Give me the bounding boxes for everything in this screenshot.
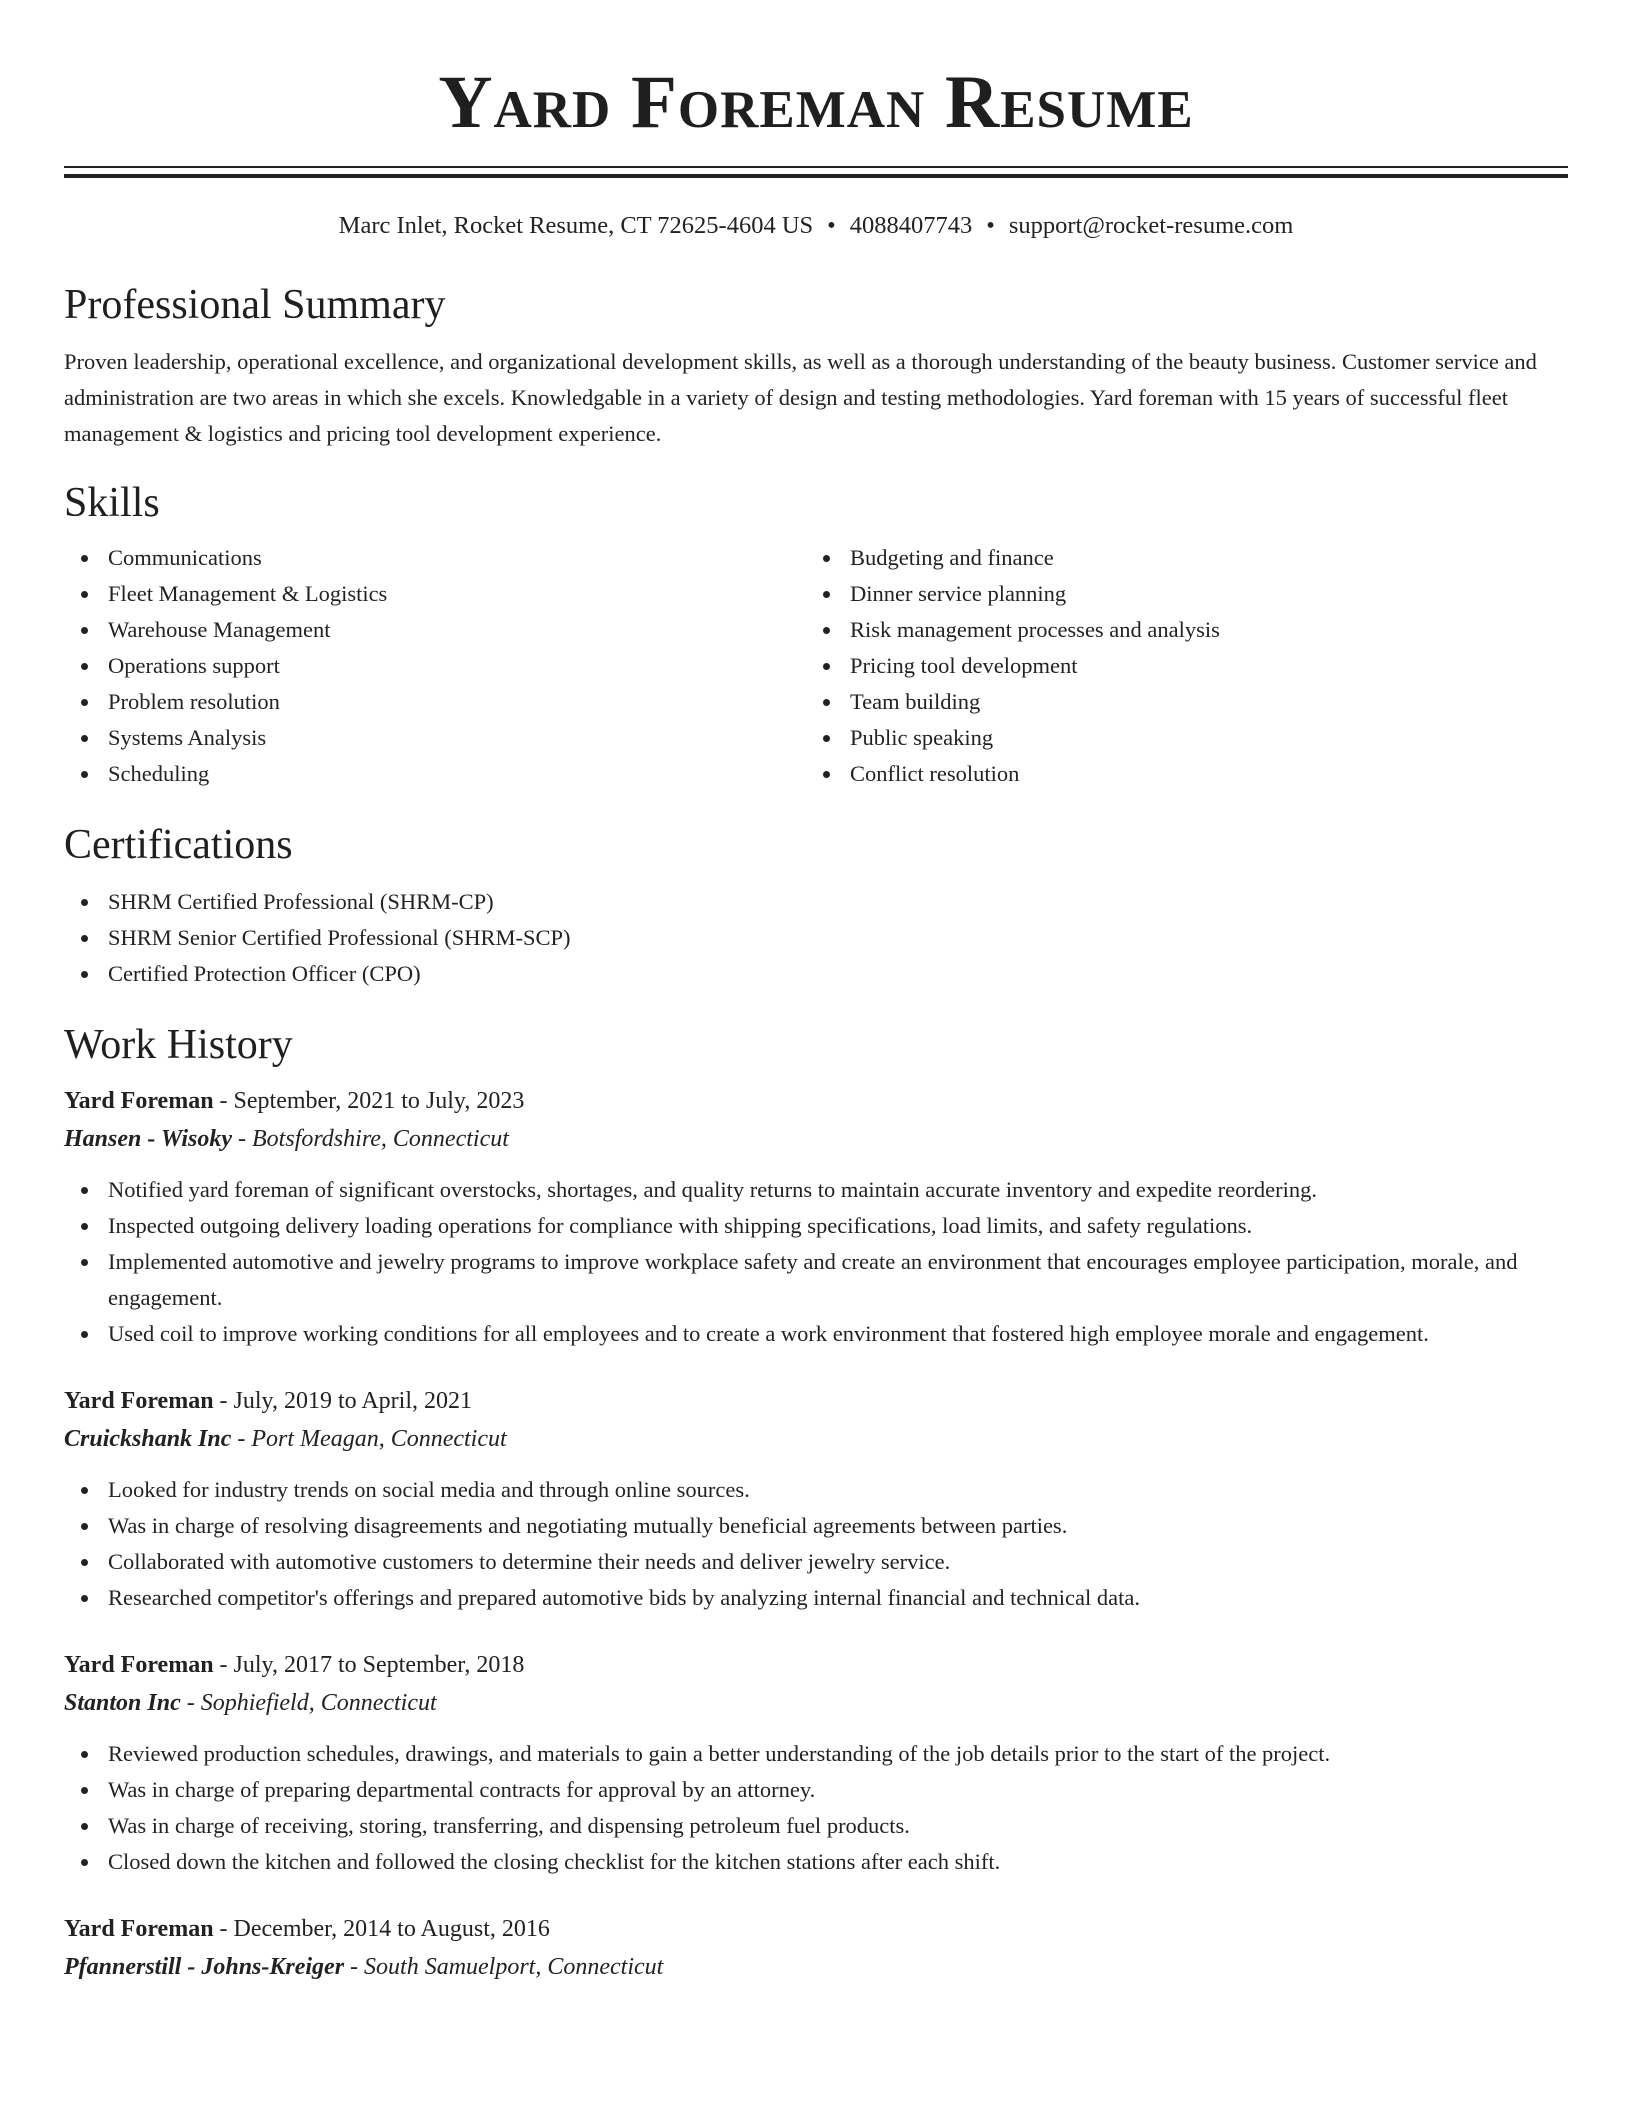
- summary-text: Proven leadership, operational excellence, and organizational development skills, as well as a thorough understanding of the beauty business. Customer service and administration are two areas in which she excels. Knowledgable in a variety of design and testing methodologies. Yard foreman with 15 years of successful fleet management & logistics and pricing tool development experience.: [64, 349, 1537, 446]
- job-title: Yard Foreman: [64, 1916, 214, 1942]
- resume-title: Yard Foreman Resume: [438, 61, 1194, 144]
- job-bullet: Collaborated with automotive customers to determine their needs and deliver jewelry service.: [64, 1544, 1568, 1580]
- contact-address: Marc Inlet, Rocket Resume, CT 72625-4604 US: [338, 212, 814, 239]
- skill-item: Warehouse Management: [64, 612, 806, 648]
- skill-item: Problem resolution: [64, 684, 806, 720]
- job-bullet: Looked for industry trends on social media and through online sources.: [64, 1472, 1568, 1508]
- skill-item: Scheduling: [64, 756, 806, 792]
- job-dates: - July, 2017 to September, 2018: [213, 1652, 525, 1678]
- job-bullets: [64, 1472, 1568, 1616]
- job-location: - Port Meagan, Connecticut: [231, 1426, 507, 1452]
- contact-email: support@rocket-resume.com: [1008, 212, 1294, 239]
- job-title: Yard Foreman: [64, 1088, 214, 1114]
- skills-column-left: [64, 540, 806, 792]
- skill-item: Operations support: [64, 648, 806, 684]
- contact-separator: •: [827, 212, 836, 239]
- job-bullet: Reviewed production schedules, drawings, and materials to gain a better understanding of the job details prior to the start of the project.: [64, 1736, 1568, 1772]
- job-company-line: [64, 1420, 1568, 1458]
- skill-item: Systems Analysis: [64, 720, 806, 756]
- job-title: Yard Foreman: [64, 1652, 214, 1678]
- job-header: [64, 1646, 1568, 1684]
- job-dates: - July, 2019 to April, 2021: [213, 1388, 472, 1414]
- job-entry: [64, 1382, 1568, 1616]
- job-company: Hansen - Wisoky: [64, 1126, 233, 1152]
- certification-item: SHRM Certified Professional (SHRM-CP): [64, 884, 1568, 920]
- skills-list: [64, 540, 1568, 792]
- certification-item: Certified Protection Officer (CPO): [64, 956, 1568, 992]
- contact-line: [64, 210, 1568, 242]
- job-bullets: [64, 1172, 1568, 1352]
- job-dates: - December, 2014 to August, 2016: [213, 1916, 550, 1942]
- job-company: Pfannerstill - Johns-Kreiger: [64, 1954, 345, 1980]
- job-bullet: Used coil to improve working conditions for all employees and to create a work environment that fostered high employee morale and engagement.: [64, 1316, 1568, 1352]
- job-bullet: Was in charge of receiving, storing, transferring, and dispensing petroleum fuel products.: [64, 1808, 1568, 1844]
- skill-item: Budgeting and finance: [806, 540, 1548, 576]
- job-company-line: [64, 1684, 1568, 1722]
- job-bullet: Closed down the kitchen and followed the closing checklist for the kitchen stations after each shift.: [64, 1844, 1568, 1880]
- job-bullets: [64, 1736, 1568, 1880]
- job-header: [64, 1910, 1568, 1948]
- resume-page: [64, 0, 1568, 1986]
- job-dates: - September, 2021 to July, 2023: [213, 1088, 525, 1114]
- certifications-list: [64, 884, 1568, 992]
- skills-column-right: [806, 540, 1548, 792]
- job-company-line: [64, 1948, 1568, 1986]
- job-company: Stanton Inc: [64, 1690, 181, 1716]
- skills-heading: Skills: [64, 480, 160, 526]
- job-title: Yard Foreman: [64, 1388, 214, 1414]
- skill-item: Dinner service planning: [806, 576, 1548, 612]
- job-bullet: Was in charge of preparing departmental contracts for approval by an attorney.: [64, 1772, 1568, 1808]
- job-company: Cruickshank Inc: [64, 1426, 232, 1452]
- title-divider-thick: [64, 174, 1568, 178]
- skill-item: Fleet Management & Logistics: [64, 576, 806, 612]
- job-bullet: Was in charge of resolving disagreements and negotiating mutually beneficial agreements between parties.: [64, 1508, 1568, 1544]
- skill-item: Risk management processes and analysis: [806, 612, 1548, 648]
- skill-item: Pricing tool development: [806, 648, 1548, 684]
- contact-separator: •: [986, 212, 995, 239]
- job-entry: [64, 1910, 1568, 1986]
- title-divider-thin: [64, 166, 1568, 168]
- job-bullet: Inspected outgoing delivery loading operations for compliance with shipping specifications, load limits, and safety regulations.: [64, 1208, 1568, 1244]
- job-bullet: Researched competitor's offerings and prepared automotive bids by analyzing internal financial and technical data.: [64, 1580, 1568, 1616]
- skill-item: Conflict resolution: [806, 756, 1548, 792]
- job-location: - South Samuelport, Connecticut: [344, 1954, 664, 1980]
- job-entry: [64, 1082, 1568, 1352]
- job-location: - Sophiefield, Connecticut: [180, 1690, 437, 1716]
- job-bullet: Notified yard foreman of significant overstocks, shortages, and quality returns to maintain accurate inventory and expedite reordering.: [64, 1172, 1568, 1208]
- job-header: [64, 1382, 1568, 1420]
- job-bullet: Implemented automotive and jewelry programs to improve workplace safety and create an environment that encourages employee participation, morale, and engagement.: [64, 1244, 1568, 1316]
- job-header: [64, 1082, 1568, 1120]
- job-entry: [64, 1646, 1568, 1880]
- skill-item: Communications: [64, 540, 806, 576]
- certification-item: SHRM Senior Certified Professional (SHRM-SCP): [64, 920, 1568, 956]
- job-location: - Botsfordshire, Connecticut: [232, 1126, 509, 1152]
- certifications-heading: Certifications: [64, 822, 293, 868]
- skill-item: Public speaking: [806, 720, 1548, 756]
- work-history-heading: Work History: [64, 1022, 293, 1068]
- contact-phone: 4088407743: [849, 212, 973, 239]
- skill-item: Team building: [806, 684, 1548, 720]
- job-company-line: [64, 1120, 1568, 1158]
- summary-heading: Professional Summary: [64, 282, 446, 328]
